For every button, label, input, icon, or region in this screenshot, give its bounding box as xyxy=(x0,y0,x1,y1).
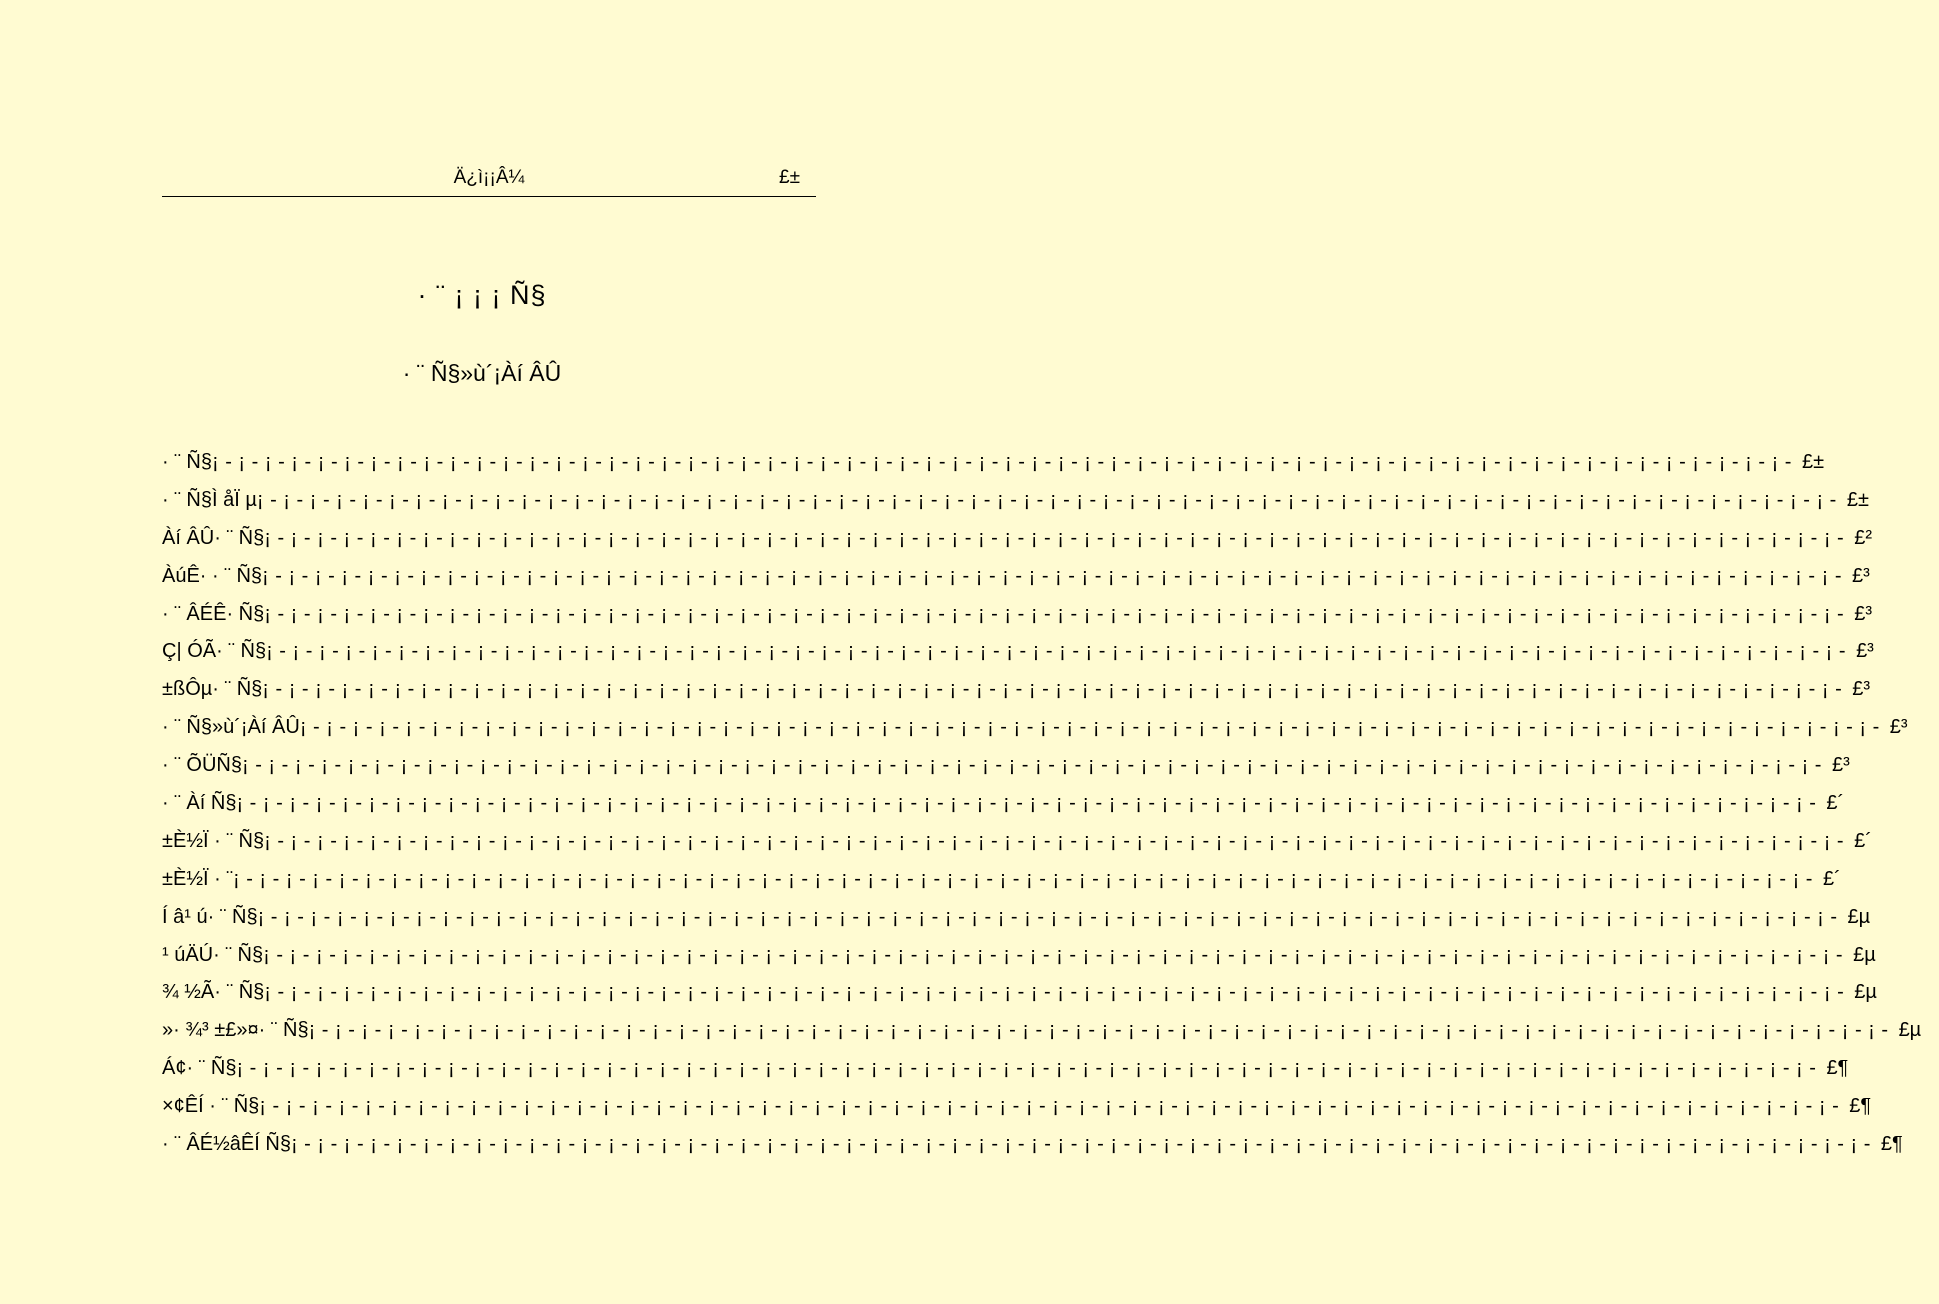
toc-entry-label: ¾ ½Ã· ¨ Ñ§ xyxy=(162,981,265,1004)
header-title: Ä¿ì¡¡Â¼ xyxy=(453,167,525,188)
toc-entry-leader: ¡ - ¡ - ¡ - ¡ - ¡ - ¡ - ¡ - ¡ - ¡ - ¡ - ¡ - ¡ - ¡ - ¡ - ¡ - ¡ - ¡ - ¡ - ¡ - ¡ - ¡ - ¡ - ¡ - ¡ - ¡ - ¡ - ¡ - ¡ - ¡ - ¡ - ¡ - ¡ - ¡ - ¡ - ¡ - ¡ - ¡ - ¡ - ¡ - ¡ - ¡ - ¡ - ¡ - ¡ - ¡ - ¡ - ¡ - ¡ - ¡ - ¡ - ¡ - ¡ - ¡ - ¡ - ¡ - ¡ - ¡ - ¡ - ¡ - ¡ - xyxy=(308,1019,1889,1042)
toc-entry[interactable] xyxy=(162,1019,1922,1057)
toc-entry-leader: ¡ - ¡ - ¡ - ¡ - ¡ - ¡ - ¡ - ¡ - ¡ - ¡ - ¡ - ¡ - ¡ - ¡ - ¡ - ¡ - ¡ - ¡ - ¡ - ¡ - ¡ - ¡ - ¡ - ¡ - ¡ - ¡ - ¡ - ¡ - ¡ - ¡ - ¡ - ¡ - ¡ - ¡ - ¡ - ¡ - ¡ - ¡ - ¡ - ¡ - ¡ - ¡ - ¡ - ¡ - ¡ - ¡ - ¡ - ¡ - ¡ - ¡ - ¡ - ¡ - ¡ - ¡ - ¡ - ¡ - ¡ - ¡ - ¡ - ¡ - xyxy=(266,640,1847,663)
toc-entry-page: £µ xyxy=(1854,981,1877,1004)
toc-entry-leader: ¡ - ¡ - ¡ - ¡ - ¡ - ¡ - ¡ - ¡ - ¡ - ¡ - ¡ - ¡ - ¡ - ¡ - ¡ - ¡ - ¡ - ¡ - ¡ - ¡ - ¡ - ¡ - ¡ - ¡ - ¡ - ¡ - ¡ - ¡ - ¡ - ¡ - ¡ - ¡ - ¡ - ¡ - ¡ - ¡ - ¡ - ¡ - ¡ - ¡ - ¡ - ¡ - ¡ - ¡ - ¡ - ¡ - ¡ - ¡ - ¡ - ¡ - ¡ - ¡ - ¡ - ¡ - ¡ - ¡ - ¡ - ¡ - ¡ - ¡ - xyxy=(259,1095,1840,1118)
toc-entry-label: Í â¹ ú· ¨ Ñ§ xyxy=(162,905,258,928)
toc-entry[interactable] xyxy=(162,905,1871,944)
toc-entry[interactable] xyxy=(162,602,1873,641)
toc-entry-leader: ¡ - ¡ - ¡ - ¡ - ¡ - ¡ - ¡ - ¡ - ¡ - ¡ - ¡ - ¡ - ¡ - ¡ - ¡ - ¡ - ¡ - ¡ - ¡ - ¡ - ¡ - ¡ - ¡ - ¡ - ¡ - ¡ - ¡ - ¡ - ¡ - ¡ - ¡ - ¡ - ¡ - ¡ - ¡ - ¡ - ¡ - ¡ - ¡ - ¡ - ¡ - ¡ - ¡ - ¡ - ¡ - ¡ - ¡ - ¡ - ¡ - ¡ - ¡ - ¡ - ¡ - ¡ - ¡ - ¡ - ¡ - ¡ - ¡ - ¡ - xyxy=(264,829,1845,852)
toc-entry[interactable] xyxy=(162,829,1872,868)
toc-entry[interactable] xyxy=(162,488,1869,527)
toc-entry-label: ÀúÊ· · ¨ Ñ§ xyxy=(162,564,263,587)
toc-entry-leader: ¡ - ¡ - ¡ - ¡ - ¡ - ¡ - ¡ - ¡ - ¡ - ¡ - ¡ - ¡ - ¡ - ¡ - ¡ - ¡ - ¡ - ¡ - ¡ - ¡ - ¡ - ¡ - ¡ - ¡ - ¡ - ¡ - ¡ - ¡ - ¡ - ¡ - ¡ - ¡ - ¡ - ¡ - ¡ - ¡ - ¡ - ¡ - ¡ - ¡ - ¡ - ¡ - ¡ - ¡ - ¡ - ¡ - ¡ - ¡ - ¡ - ¡ - ¡ - ¡ - ¡ - ¡ - ¡ - ¡ - ¡ - ¡ - ¡ - ¡ - xyxy=(233,867,1813,890)
toc-entry-leader: ¡ - ¡ - ¡ - ¡ - ¡ - ¡ - ¡ - ¡ - ¡ - ¡ - ¡ - ¡ - ¡ - ¡ - ¡ - ¡ - ¡ - ¡ - ¡ - ¡ - ¡ - ¡ - ¡ - ¡ - ¡ - ¡ - ¡ - ¡ - ¡ - ¡ - ¡ - ¡ - ¡ - ¡ - ¡ - ¡ - ¡ - ¡ - ¡ - ¡ - ¡ - ¡ - ¡ - ¡ - ¡ - ¡ - ¡ - ¡ - ¡ - ¡ - ¡ - ¡ - ¡ - ¡ - ¡ - ¡ - ¡ - ¡ - ¡ - ¡ - xyxy=(264,602,1845,625)
toc-entry-label: ±È½Ï · ¨ xyxy=(162,867,233,890)
toc-entry-leader: ¡ - ¡ - ¡ - ¡ - ¡ - ¡ - ¡ - ¡ - ¡ - ¡ - ¡ - ¡ - ¡ - ¡ - ¡ - ¡ - ¡ - ¡ - ¡ - ¡ - ¡ - ¡ - ¡ - ¡ - ¡ - ¡ - ¡ - ¡ - ¡ - ¡ - ¡ - ¡ - ¡ - ¡ - ¡ - ¡ - ¡ - ¡ - ¡ - ¡ - ¡ - ¡ - ¡ - ¡ - ¡ - ¡ - ¡ - ¡ - ¡ - ¡ - ¡ - ¡ - ¡ - ¡ - ¡ - ¡ - ¡ - ¡ - ¡ - ¡ - xyxy=(299,716,1880,739)
toc-entry-leader: ¡ - ¡ - ¡ - ¡ - ¡ - ¡ - ¡ - ¡ - ¡ - ¡ - ¡ - ¡ - ¡ - ¡ - ¡ - ¡ - ¡ - ¡ - ¡ - ¡ - ¡ - ¡ - ¡ - ¡ - ¡ - ¡ - ¡ - ¡ - ¡ - ¡ - ¡ - ¡ - ¡ - ¡ - ¡ - ¡ - ¡ - ¡ - ¡ - ¡ - ¡ - ¡ - ¡ - ¡ - ¡ - ¡ - ¡ - ¡ - ¡ - ¡ - ¡ - ¡ - ¡ - ¡ - ¡ - ¡ - ¡ - ¡ - ¡ - ¡ - xyxy=(257,905,1838,928)
toc-entry[interactable] xyxy=(162,526,1873,565)
toc-entry-page: £² xyxy=(1854,526,1873,549)
toc-entry-leader: ¡ - ¡ - ¡ - ¡ - ¡ - ¡ - ¡ - ¡ - ¡ - ¡ - ¡ - ¡ - ¡ - ¡ - ¡ - ¡ - ¡ - ¡ - ¡ - ¡ - ¡ - ¡ - ¡ - ¡ - ¡ - ¡ - ¡ - ¡ - ¡ - ¡ - ¡ - ¡ - ¡ - ¡ - ¡ - ¡ - ¡ - ¡ - ¡ - ¡ - ¡ - ¡ - ¡ - ¡ - ¡ - ¡ - ¡ - ¡ - ¡ - ¡ - ¡ - ¡ - ¡ - ¡ - ¡ - ¡ - ¡ - ¡ - ¡ - ¡ - xyxy=(264,981,1845,1004)
toc-entry[interactable] xyxy=(162,981,1877,1019)
toc-entry-label: ×¢ÊÍ · ¨ Ñ§ xyxy=(162,1095,260,1118)
table-of-contents xyxy=(162,451,1922,1171)
toc-entry-label: Ç| ÓÃ· ¨ Ñ§ xyxy=(162,640,267,663)
toc-entry-leader: ¡ - ¡ - ¡ - ¡ - ¡ - ¡ - ¡ - ¡ - ¡ - ¡ - ¡ - ¡ - ¡ - ¡ - ¡ - ¡ - ¡ - ¡ - ¡ - ¡ - ¡ - ¡ - ¡ - ¡ - ¡ - ¡ - ¡ - ¡ - ¡ - ¡ - ¡ - ¡ - ¡ - ¡ - ¡ - ¡ - ¡ - ¡ - ¡ - ¡ - ¡ - ¡ - ¡ - ¡ - ¡ - ¡ - ¡ - ¡ - ¡ - ¡ - ¡ - ¡ - ¡ - ¡ - ¡ - ¡ - ¡ - ¡ - ¡ - ¡ - xyxy=(256,488,1837,511)
toc-entry[interactable] xyxy=(162,943,1876,982)
toc-entry-page: £¶ xyxy=(1826,1057,1849,1080)
toc-entry-page: £± xyxy=(1801,451,1825,473)
toc-entry-page: £³ xyxy=(1852,564,1870,587)
toc-entry-page: £± xyxy=(1846,488,1869,511)
toc-entry-page: £³ xyxy=(1856,640,1874,663)
toc-entry-leader: ¡ - ¡ - ¡ - ¡ - ¡ - ¡ - ¡ - ¡ - ¡ - ¡ - ¡ - ¡ - ¡ - ¡ - ¡ - ¡ - ¡ - ¡ - ¡ - ¡ - ¡ - ¡ - ¡ - ¡ - ¡ - ¡ - ¡ - ¡ - ¡ - ¡ - ¡ - ¡ - ¡ - ¡ - ¡ - ¡ - ¡ - ¡ - ¡ - ¡ - ¡ - ¡ - ¡ - ¡ - ¡ - ¡ - ¡ - ¡ - ¡ - ¡ - ¡ - ¡ - ¡ - ¡ - ¡ - ¡ - ¡ - ¡ - ¡ - ¡ - xyxy=(236,1057,1817,1080)
toc-entry-page: £³ xyxy=(1854,602,1873,625)
toc-entry-label: · ¨ ÕÜÑ§ xyxy=(162,754,242,777)
toc-entry-leader: ¡ - ¡ - ¡ - ¡ - ¡ - ¡ - ¡ - ¡ - ¡ - ¡ - ¡ - ¡ - ¡ - ¡ - ¡ - ¡ - ¡ - ¡ - ¡ - ¡ - ¡ - ¡ - ¡ - ¡ - ¡ - ¡ - ¡ - ¡ - ¡ - ¡ - ¡ - ¡ - ¡ - ¡ - ¡ - ¡ - ¡ - ¡ - ¡ - ¡ - ¡ - ¡ - ¡ - ¡ - ¡ - ¡ - ¡ - ¡ - ¡ - ¡ - ¡ - ¡ - ¡ - ¡ - ¡ - ¡ - ¡ - ¡ - ¡ - ¡ - xyxy=(263,943,1844,966)
toc-entry-label: · ¨ Ñ§»ù´¡Àí ÂÛ xyxy=(162,716,300,739)
toc-entry-page: £¶ xyxy=(1849,1095,1872,1118)
toc-entry[interactable] xyxy=(162,754,1850,792)
toc-entry[interactable] xyxy=(162,451,1825,489)
toc-entry-page: £´ xyxy=(1854,829,1872,852)
chapter-title: · ¨ ¡ ¡ ¡ Ñ§ xyxy=(417,280,547,310)
toc-entry-page: £µ xyxy=(1853,943,1876,966)
toc-entry-page: £µ xyxy=(1847,905,1871,928)
toc-entry[interactable] xyxy=(162,564,1870,603)
toc-entry-label: · ¨ ÂÉ½âÊÍ Ñ§ xyxy=(162,1133,291,1156)
toc-entry-label: · ¨ ÂÉÊ· Ñ§ xyxy=(162,602,265,625)
toc-entry-label: ±È½Ï · ¨ Ñ§ xyxy=(162,829,265,852)
toc-entry-leader: ¡ - ¡ - ¡ - ¡ - ¡ - ¡ - ¡ - ¡ - ¡ - ¡ - ¡ - ¡ - ¡ - ¡ - ¡ - ¡ - ¡ - ¡ - ¡ - ¡ - ¡ - ¡ - ¡ - ¡ - ¡ - ¡ - ¡ - ¡ - ¡ - ¡ - ¡ - ¡ - ¡ - ¡ - ¡ - ¡ - ¡ - ¡ - ¡ - ¡ - ¡ - ¡ - ¡ - ¡ - ¡ - ¡ - ¡ - ¡ - ¡ - ¡ - ¡ - ¡ - ¡ - ¡ - ¡ - ¡ - ¡ - ¡ - ¡ - ¡ - xyxy=(236,792,1817,815)
section-title: · ¨ Ñ§»ù´¡Àí ÂÛ xyxy=(402,360,562,386)
toc-entry-leader: ¡ - ¡ - ¡ - ¡ - ¡ - ¡ - ¡ - ¡ - ¡ - ¡ - ¡ - ¡ - ¡ - ¡ - ¡ - ¡ - ¡ - ¡ - ¡ - ¡ - ¡ - ¡ - ¡ - ¡ - ¡ - ¡ - ¡ - ¡ - ¡ - ¡ - ¡ - ¡ - ¡ - ¡ - ¡ - ¡ - ¡ - ¡ - ¡ - ¡ - ¡ - ¡ - ¡ - ¡ - ¡ - ¡ - ¡ - ¡ - ¡ - ¡ - ¡ - ¡ - ¡ - ¡ - ¡ - ¡ - ¡ - ¡ - ¡ - ¡ - xyxy=(242,754,1822,777)
toc-entry-label: · ¨ Ñ§Ì åÏ µ xyxy=(162,488,257,511)
toc-entry[interactable] xyxy=(162,678,1871,716)
toc-entry-leader: ¡ - ¡ - ¡ - ¡ - ¡ - ¡ - ¡ - ¡ - ¡ - ¡ - ¡ - ¡ - ¡ - ¡ - ¡ - ¡ - ¡ - ¡ - ¡ - ¡ - ¡ - ¡ - ¡ - ¡ - ¡ - ¡ - ¡ - ¡ - ¡ - ¡ - ¡ - ¡ - ¡ - ¡ - ¡ - ¡ - ¡ - ¡ - ¡ - ¡ - ¡ - ¡ - ¡ - ¡ - ¡ - ¡ - ¡ - ¡ - ¡ - ¡ - ¡ - ¡ - ¡ - ¡ - ¡ - ¡ - ¡ - ¡ - ¡ - ¡ - xyxy=(264,526,1845,549)
toc-entry-page: £³ xyxy=(1889,716,1908,739)
toc-entry[interactable] xyxy=(162,640,1874,678)
toc-entry-label: · ¨ Àí Ñ§ xyxy=(162,792,237,815)
toc-entry[interactable] xyxy=(162,1133,1903,1171)
toc-entry[interactable] xyxy=(162,1095,1872,1133)
toc-entry-leader: ¡ - ¡ - ¡ - ¡ - ¡ - ¡ - ¡ - ¡ - ¡ - ¡ - ¡ - ¡ - ¡ - ¡ - ¡ - ¡ - ¡ - ¡ - ¡ - ¡ - ¡ - ¡ - ¡ - ¡ - ¡ - ¡ - ¡ - ¡ - ¡ - ¡ - ¡ - ¡ - ¡ - ¡ - ¡ - ¡ - ¡ - ¡ - ¡ - ¡ - ¡ - ¡ - ¡ - ¡ - ¡ - ¡ - ¡ - ¡ - ¡ - ¡ - ¡ - ¡ - ¡ - ¡ - ¡ - ¡ - ¡ - ¡ - ¡ - ¡ - xyxy=(262,678,1843,701)
toc-entry-label: ±ßÔµ· ¨ Ñ§ xyxy=(162,678,263,701)
toc-entry-label: Àí ÂÛ· ¨ Ñ§ xyxy=(162,526,265,549)
toc-entry-label: »· ¾³ ±£»¤· ¨ Ñ§ xyxy=(162,1019,309,1042)
toc-entry[interactable] xyxy=(162,1057,1849,1095)
toc-entry-page: £¶ xyxy=(1880,1133,1903,1156)
toc-entry-label: Á¢· ¨ Ñ§ xyxy=(162,1057,237,1080)
toc-entry-page: £³ xyxy=(1831,754,1850,777)
toc-entry-leader: ¡ - ¡ - ¡ - ¡ - ¡ - ¡ - ¡ - ¡ - ¡ - ¡ - ¡ - ¡ - ¡ - ¡ - ¡ - ¡ - ¡ - ¡ - ¡ - ¡ - ¡ - ¡ - ¡ - ¡ - ¡ - ¡ - ¡ - ¡ - ¡ - ¡ - ¡ - ¡ - ¡ - ¡ - ¡ - ¡ - ¡ - ¡ - ¡ - ¡ - ¡ - ¡ - ¡ - ¡ - ¡ - ¡ - ¡ - ¡ - ¡ - ¡ - ¡ - ¡ - ¡ - ¡ - ¡ - ¡ - ¡ - ¡ - ¡ - ¡ - xyxy=(262,564,1842,587)
toc-entry-label: · ¨ Ñ§ xyxy=(162,451,212,473)
toc-entry-page: £³ xyxy=(1852,678,1871,701)
toc-entry-leader: ¡ - ¡ - ¡ - ¡ - ¡ - ¡ - ¡ - ¡ - ¡ - ¡ - ¡ - ¡ - ¡ - ¡ - ¡ - ¡ - ¡ - ¡ - ¡ - ¡ - ¡ - ¡ - ¡ - ¡ - ¡ - ¡ - ¡ - ¡ - ¡ - ¡ - ¡ - ¡ - ¡ - ¡ - ¡ - ¡ - ¡ - ¡ - ¡ - ¡ - ¡ - ¡ - ¡ - ¡ - ¡ - ¡ - ¡ - ¡ - ¡ - ¡ - ¡ - ¡ - ¡ - ¡ - ¡ - ¡ - ¡ - ¡ - ¡ - ¡ - xyxy=(212,451,1792,473)
toc-entry-page: £µ xyxy=(1898,1019,1922,1042)
toc-entry-label: ¹ úÄÚ· ¨ Ñ§ xyxy=(162,943,264,966)
header-page-number: £± xyxy=(779,167,800,188)
toc-entry-leader: ¡ - ¡ - ¡ - ¡ - ¡ - ¡ - ¡ - ¡ - ¡ - ¡ - ¡ - ¡ - ¡ - ¡ - ¡ - ¡ - ¡ - ¡ - ¡ - ¡ - ¡ - ¡ - ¡ - ¡ - ¡ - ¡ - ¡ - ¡ - ¡ - ¡ - ¡ - ¡ - ¡ - ¡ - ¡ - ¡ - ¡ - ¡ - ¡ - ¡ - ¡ - ¡ - ¡ - ¡ - ¡ - ¡ - ¡ - ¡ - ¡ - ¡ - ¡ - ¡ - ¡ - ¡ - ¡ - ¡ - ¡ - ¡ - ¡ - ¡ - xyxy=(290,1133,1871,1156)
running-header xyxy=(162,165,816,197)
toc-entry[interactable] xyxy=(162,716,1908,754)
toc-entry[interactable] xyxy=(162,792,1845,830)
toc-entry-page: £´ xyxy=(1822,867,1841,890)
toc-entry-page: £´ xyxy=(1826,792,1845,815)
toc-entry[interactable] xyxy=(162,867,1841,906)
